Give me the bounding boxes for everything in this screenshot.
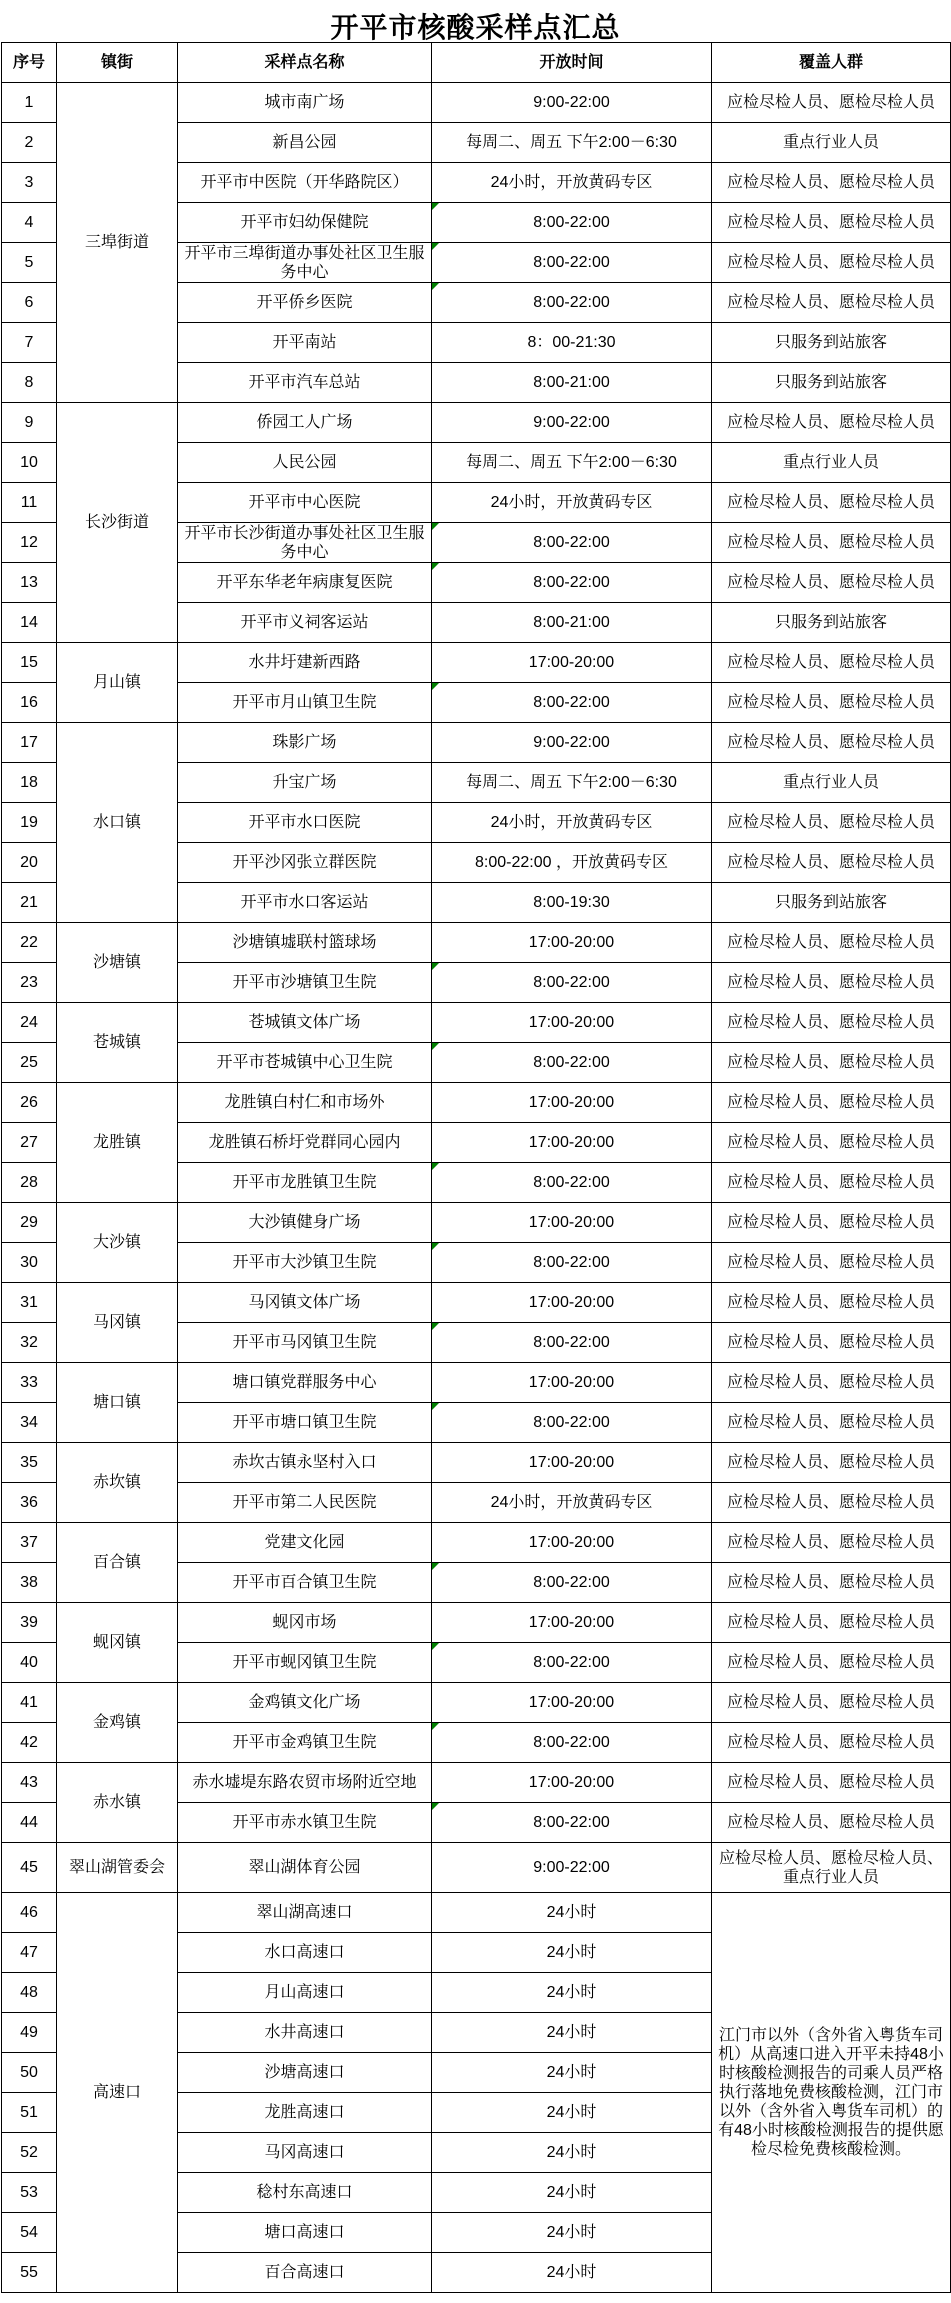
site-name-cell: 龙胜镇石桥圩党群同心园内 xyxy=(178,1123,432,1163)
table-row xyxy=(2,923,951,963)
open-time-cell: 24小时，开放黄码专区 xyxy=(432,803,712,843)
seq-cell: 13 xyxy=(2,563,57,603)
site-name-cell: 翠山湖体育公园 xyxy=(178,1843,432,1893)
open-time-cell: 8:00-22:00 xyxy=(432,1403,712,1443)
coverage-cell: 只服务到站旅客 xyxy=(712,883,951,923)
coverage-cell: 应检尽检人员、愿检尽检人员 xyxy=(712,243,951,283)
open-time-cell: 8:00-22:00 xyxy=(432,1803,712,1843)
open-time-cell: 17:00-20:00 xyxy=(432,1083,712,1123)
table-row xyxy=(2,643,951,683)
site-name-cell: 塘口高速口 xyxy=(178,2213,432,2253)
seq-cell: 31 xyxy=(2,1283,57,1323)
site-name-cell: 龙胜高速口 xyxy=(178,2093,432,2133)
table-row xyxy=(2,1363,951,1403)
site-name-cell: 开平市中心医院 xyxy=(178,483,432,523)
open-time-cell: 17:00-20:00 xyxy=(432,1683,712,1723)
seq-cell: 10 xyxy=(2,443,57,483)
open-time-cell: 24小时，开放黄码专区 xyxy=(432,163,712,203)
coverage-cell: 应检尽检人员、愿检尽检人员 xyxy=(712,483,951,523)
open-time-cell: 8:00-22:00 xyxy=(432,203,712,243)
coverage-cell: 应检尽检人员、愿检尽检人员 xyxy=(712,923,951,963)
page-title: 开平市核酸采样点汇总 xyxy=(330,12,621,43)
coverage-cell: 应检尽检人员、愿检尽检人员 xyxy=(712,403,951,443)
coverage-cell: 应检尽检人员、愿检尽检人员 xyxy=(712,1323,951,1363)
seq-cell: 44 xyxy=(2,1803,57,1843)
coverage-cell: 应检尽检人员、愿检尽检人员 xyxy=(712,563,951,603)
open-time-cell: 8：00-21:30 xyxy=(432,323,712,363)
coverage-cell: 应检尽检人员、愿检尽检人员 xyxy=(712,1443,951,1483)
open-time-cell: 每周二、周五 下午2:00－6:30 xyxy=(432,443,712,483)
open-time-cell: 8:00-22:00 xyxy=(432,963,712,1003)
open-time-cell: 每周二、周五 下午2:00－6:30 xyxy=(432,123,712,163)
town-cell: 金鸡镇 xyxy=(57,1683,178,1763)
seq-cell: 33 xyxy=(2,1363,57,1403)
open-time-cell: 8:00-22:00 xyxy=(432,563,712,603)
coverage-cell: 重点行业人员 xyxy=(712,763,951,803)
town-cell: 三埠街道 xyxy=(57,83,178,403)
coverage-cell: 只服务到站旅客 xyxy=(712,363,951,403)
coverage-cell: 应检尽检人员、愿检尽检人员 xyxy=(712,283,951,323)
coverage-cell: 应检尽检人员、愿检尽检人员 xyxy=(712,1483,951,1523)
coverage-cell: 应检尽检人员、愿检尽检人员 xyxy=(712,1363,951,1403)
seq-cell: 12 xyxy=(2,523,57,563)
coverage-cell: 应检尽检人员、愿检尽检人员 xyxy=(712,803,951,843)
open-time-cell: 8:00-22:00 xyxy=(432,523,712,563)
town-cell: 龙胜镇 xyxy=(57,1083,178,1203)
site-name-cell: 苍城镇文体广场 xyxy=(178,1003,432,1043)
open-time-cell: 8:00-22:00 xyxy=(432,283,712,323)
town-cell: 赤水镇 xyxy=(57,1763,178,1843)
column-header-2: 采样点名称 xyxy=(178,43,432,83)
seq-cell: 24 xyxy=(2,1003,57,1043)
coverage-cell: 应检尽检人员、愿检尽检人员 xyxy=(712,1763,951,1803)
open-time-cell: 8:00-22:00 xyxy=(432,243,712,283)
open-time-cell: 9:00-22:00 xyxy=(432,83,712,123)
green-corner-flag-icon xyxy=(432,1163,439,1170)
green-corner-flag-icon xyxy=(432,1243,439,1250)
coverage-cell: 应检尽检人员、愿检尽检人员 xyxy=(712,1643,951,1683)
open-time-cell: 8:00-22:00 xyxy=(432,1643,712,1683)
coverage-cell: 应检尽检人员、愿检尽检人员 xyxy=(712,1163,951,1203)
seq-cell: 27 xyxy=(2,1123,57,1163)
seq-cell: 4 xyxy=(2,203,57,243)
seq-cell: 54 xyxy=(2,2213,57,2253)
town-cell: 水口镇 xyxy=(57,723,178,923)
seq-cell: 37 xyxy=(2,1523,57,1563)
coverage-cell: 重点行业人员 xyxy=(712,443,951,483)
seq-cell: 50 xyxy=(2,2053,57,2093)
seq-cell: 34 xyxy=(2,1403,57,1443)
site-name-cell: 翠山湖高速口 xyxy=(178,1893,432,1933)
seq-cell: 28 xyxy=(2,1163,57,1203)
site-name-cell: 沙塘镇墟联村篮球场 xyxy=(178,923,432,963)
town-cell: 百合镇 xyxy=(57,1523,178,1603)
seq-cell: 7 xyxy=(2,323,57,363)
town-cell: 苍城镇 xyxy=(57,1003,178,1083)
green-corner-flag-icon xyxy=(432,1803,439,1810)
table-row xyxy=(2,1283,951,1323)
site-name-cell: 城市南广场 xyxy=(178,83,432,123)
seq-cell: 1 xyxy=(2,83,57,123)
open-time-cell: 8:00-22:00 xyxy=(432,1723,712,1763)
coverage-cell: 应检尽检人员、愿检尽检人员 xyxy=(712,1603,951,1643)
table-row xyxy=(2,83,951,123)
table-row xyxy=(2,1763,951,1803)
open-time-cell: 8:00-21:00 xyxy=(432,603,712,643)
site-name-cell: 开平市第二人民医院 xyxy=(178,1483,432,1523)
site-name-cell: 开平市汽车总站 xyxy=(178,363,432,403)
open-time-cell: 17:00-20:00 xyxy=(432,1523,712,1563)
table-row xyxy=(2,1203,951,1243)
site-name-cell: 开平市龙胜镇卫生院 xyxy=(178,1163,432,1203)
seq-cell: 21 xyxy=(2,883,57,923)
open-time-cell: 24小时，开放黄码专区 xyxy=(432,1483,712,1523)
header-row xyxy=(2,43,951,83)
open-time-cell: 24小时 xyxy=(432,2133,712,2173)
column-header-4: 覆盖人群 xyxy=(712,43,951,83)
site-name-cell: 塘口镇党群服务中心 xyxy=(178,1363,432,1403)
site-name-cell: 开平市月山镇卫生院 xyxy=(178,683,432,723)
seq-cell: 46 xyxy=(2,1893,57,1933)
seq-cell: 18 xyxy=(2,763,57,803)
open-time-cell: 9:00-22:00 xyxy=(432,403,712,443)
site-name-cell: 金鸡镇文化广场 xyxy=(178,1683,432,1723)
open-time-cell: 8:00-22:00 xyxy=(432,1163,712,1203)
open-time-cell: 8:00-22:00 xyxy=(432,1323,712,1363)
seq-cell: 43 xyxy=(2,1763,57,1803)
site-name-cell: 百合高速口 xyxy=(178,2253,432,2293)
town-cell: 长沙街道 xyxy=(57,403,178,643)
site-name-cell: 开平市三埠街道办事处社区卫生服务中心 xyxy=(178,243,432,283)
open-time-cell: 17:00-20:00 xyxy=(432,1123,712,1163)
open-time-cell: 24小时 xyxy=(432,2173,712,2213)
site-name-cell: 开平东华老年病康复医院 xyxy=(178,563,432,603)
coverage-cell: 应检尽检人员、愿检尽检人员 xyxy=(712,683,951,723)
open-time-cell: 24小时，开放黄码专区 xyxy=(432,483,712,523)
seq-cell: 35 xyxy=(2,1443,57,1483)
site-name-cell: 水井高速口 xyxy=(178,2013,432,2053)
site-name-cell: 人民公园 xyxy=(178,443,432,483)
site-name-cell: 开平市苍城镇中心卫生院 xyxy=(178,1043,432,1083)
coverage-cell: 应检尽检人员、愿检尽检人员 xyxy=(712,1283,951,1323)
site-name-cell: 开平市长沙街道办事处社区卫生服务中心 xyxy=(178,523,432,563)
seq-cell: 52 xyxy=(2,2133,57,2173)
coverage-cell: 应检尽检人员、愿检尽检人员 xyxy=(712,1123,951,1163)
coverage-cell: 应检尽检人员、愿检尽检人员 xyxy=(712,1563,951,1603)
table-row xyxy=(2,1603,951,1643)
seq-cell: 15 xyxy=(2,643,57,683)
coverage-cell: 应检尽检人员、愿检尽检人员 xyxy=(712,1803,951,1843)
seq-cell: 23 xyxy=(2,963,57,1003)
green-corner-flag-icon xyxy=(432,683,439,690)
open-time-cell: 8:00-22:00 xyxy=(432,683,712,723)
open-time-cell: 每周二、周五 下午2:00－6:30 xyxy=(432,763,712,803)
open-time-cell: 24小时 xyxy=(432,2213,712,2253)
seq-cell: 51 xyxy=(2,2093,57,2133)
site-name-cell: 开平市大沙镇卫生院 xyxy=(178,1243,432,1283)
sampling-points-table xyxy=(1,42,951,2293)
coverage-cell: 应检尽检人员、愿检尽检人员 xyxy=(712,1083,951,1123)
coverage-cell: 应检尽检人员、愿检尽检人员 xyxy=(712,1403,951,1443)
open-time-cell: 17:00-20:00 xyxy=(432,1283,712,1323)
site-name-cell: 开平市水口医院 xyxy=(178,803,432,843)
town-cell: 蚬冈镇 xyxy=(57,1603,178,1683)
site-name-cell: 开平沙冈张立群医院 xyxy=(178,843,432,883)
coverage-cell: 应检尽检人员、愿检尽检人员 xyxy=(712,1003,951,1043)
green-corner-flag-icon xyxy=(432,1723,439,1730)
column-header-1: 镇街 xyxy=(57,43,178,83)
coverage-cell: 应检尽检人员、愿检尽检人员 xyxy=(712,1523,951,1563)
open-time-cell: 17:00-20:00 xyxy=(432,1603,712,1643)
coverage-cell: 应检尽检人员、愿检尽检人员 xyxy=(712,723,951,763)
seq-cell: 53 xyxy=(2,2173,57,2213)
seq-cell: 47 xyxy=(2,1933,57,1973)
open-time-cell: 24小时 xyxy=(432,2093,712,2133)
site-name-cell: 侨园工人广场 xyxy=(178,403,432,443)
green-corner-flag-icon xyxy=(432,243,439,250)
seq-cell: 45 xyxy=(2,1843,57,1893)
coverage-cell: 应检尽检人员、愿检尽检人员 xyxy=(712,203,951,243)
table-row xyxy=(2,403,951,443)
open-time-cell: 17:00-20:00 xyxy=(432,1203,712,1243)
site-name-cell: 开平市沙塘镇卫生院 xyxy=(178,963,432,1003)
seq-cell: 3 xyxy=(2,163,57,203)
coverage-cell: 应检尽检人员、愿检尽检人员 xyxy=(712,163,951,203)
site-name-cell: 水井圩建新西路 xyxy=(178,643,432,683)
site-name-cell: 开平市水口客运站 xyxy=(178,883,432,923)
coverage-cell: 应检尽检人员、愿检尽检人员 xyxy=(712,843,951,883)
site-name-cell: 开平市金鸡镇卫生院 xyxy=(178,1723,432,1763)
site-name-cell: 开平市中医院（开华路院区） xyxy=(178,163,432,203)
open-time-cell: 8:00-22:00 xyxy=(432,1563,712,1603)
site-name-cell: 开平市塘口镇卫生院 xyxy=(178,1403,432,1443)
green-corner-flag-icon xyxy=(432,963,439,970)
coverage-cell: 应检尽检人员、愿检尽检人员、重点行业人员 xyxy=(712,1843,951,1893)
town-cell: 高速口 xyxy=(57,1893,178,2293)
site-name-cell: 赤坎古镇永坚村入口 xyxy=(178,1443,432,1483)
coverage-cell: 应检尽检人员、愿检尽检人员 xyxy=(712,1683,951,1723)
coverage-cell: 重点行业人员 xyxy=(712,123,951,163)
green-corner-flag-icon xyxy=(432,1043,439,1050)
seq-cell: 11 xyxy=(2,483,57,523)
seq-cell: 32 xyxy=(2,1323,57,1363)
town-cell: 翠山湖管委会 xyxy=(57,1843,178,1893)
open-time-cell: 24小时 xyxy=(432,1933,712,1973)
site-name-cell: 开平市义祠客运站 xyxy=(178,603,432,643)
seq-cell: 17 xyxy=(2,723,57,763)
town-cell: 沙塘镇 xyxy=(57,923,178,1003)
open-time-cell: 24小时 xyxy=(432,1973,712,2013)
site-name-cell: 沙塘高速口 xyxy=(178,2053,432,2093)
open-time-cell: 8:00-19:30 xyxy=(432,883,712,923)
seq-cell: 8 xyxy=(2,363,57,403)
seq-cell: 41 xyxy=(2,1683,57,1723)
open-time-cell: 8:00-22:00 ，开放黄码专区 xyxy=(432,843,712,883)
green-corner-flag-icon xyxy=(432,1403,439,1410)
site-name-cell: 水口高速口 xyxy=(178,1933,432,1973)
seq-cell: 30 xyxy=(2,1243,57,1283)
seq-cell: 5 xyxy=(2,243,57,283)
seq-cell: 29 xyxy=(2,1203,57,1243)
town-cell: 赤坎镇 xyxy=(57,1443,178,1523)
site-name-cell: 新昌公园 xyxy=(178,123,432,163)
town-cell: 塘口镇 xyxy=(57,1363,178,1443)
open-time-cell: 24小时 xyxy=(432,1893,712,1933)
site-name-cell: 龙胜镇白村仁和市场外 xyxy=(178,1083,432,1123)
site-name-cell: 马冈高速口 xyxy=(178,2133,432,2173)
table-body xyxy=(2,83,951,2293)
seq-cell: 20 xyxy=(2,843,57,883)
seq-cell: 36 xyxy=(2,1483,57,1523)
site-name-cell: 稔村东高速口 xyxy=(178,2173,432,2213)
site-name-cell: 开平南站 xyxy=(178,323,432,363)
site-name-cell: 开平市百合镇卫生院 xyxy=(178,1563,432,1603)
coverage-cell: 应检尽检人员、愿检尽检人员 xyxy=(712,523,951,563)
column-header-3: 开放时间 xyxy=(432,43,712,83)
open-time-cell: 8:00-22:00 xyxy=(432,1243,712,1283)
site-name-cell: 开平市马冈镇卫生院 xyxy=(178,1323,432,1363)
seq-cell: 25 xyxy=(2,1043,57,1083)
coverage-cell: 应检尽检人员、愿检尽检人员 xyxy=(712,1203,951,1243)
coverage-cell: 应检尽检人员、愿检尽检人员 xyxy=(712,1043,951,1083)
site-name-cell: 马冈镇文体广场 xyxy=(178,1283,432,1323)
seq-cell: 6 xyxy=(2,283,57,323)
table-row xyxy=(2,1523,951,1563)
open-time-cell: 9:00-22:00 xyxy=(432,1843,712,1893)
seq-cell: 42 xyxy=(2,1723,57,1763)
seq-cell: 16 xyxy=(2,683,57,723)
seq-cell: 40 xyxy=(2,1643,57,1683)
site-name-cell: 蚬冈市场 xyxy=(178,1603,432,1643)
seq-cell: 9 xyxy=(2,403,57,443)
coverage-cell: 应检尽检人员、愿检尽检人员 xyxy=(712,83,951,123)
site-name-cell: 月山高速口 xyxy=(178,1973,432,2013)
green-corner-flag-icon xyxy=(432,203,439,210)
seq-cell: 14 xyxy=(2,603,57,643)
open-time-cell: 17:00-20:00 xyxy=(432,923,712,963)
green-corner-flag-icon xyxy=(432,1563,439,1570)
open-time-cell: 9:00-22:00 xyxy=(432,723,712,763)
green-corner-flag-icon xyxy=(432,1323,439,1330)
seq-cell: 49 xyxy=(2,2013,57,2053)
seq-cell: 38 xyxy=(2,1563,57,1603)
open-time-cell: 24小时 xyxy=(432,2013,712,2053)
green-corner-flag-icon xyxy=(432,1643,439,1650)
open-time-cell: 24小时 xyxy=(432,2253,712,2293)
open-time-cell: 17:00-20:00 xyxy=(432,1363,712,1403)
site-name-cell: 开平市妇幼保健院 xyxy=(178,203,432,243)
site-name-cell: 党建文化园 xyxy=(178,1523,432,1563)
site-name-cell: 开平侨乡医院 xyxy=(178,283,432,323)
table-row xyxy=(2,723,951,763)
open-time-cell: 17:00-20:00 xyxy=(432,1443,712,1483)
open-time-cell: 17:00-20:00 xyxy=(432,643,712,683)
table-row xyxy=(2,1893,951,1933)
site-name-cell: 开平市赤水镇卫生院 xyxy=(178,1803,432,1843)
town-cell: 大沙镇 xyxy=(57,1203,178,1283)
table-row xyxy=(2,1683,951,1723)
green-corner-flag-icon xyxy=(432,563,439,570)
seq-cell: 39 xyxy=(2,1603,57,1643)
town-cell: 月山镇 xyxy=(57,643,178,723)
open-time-cell: 17:00-20:00 xyxy=(432,1763,712,1803)
seq-cell: 26 xyxy=(2,1083,57,1123)
seq-cell: 2 xyxy=(2,123,57,163)
seq-cell: 19 xyxy=(2,803,57,843)
coverage-cell: 只服务到站旅客 xyxy=(712,603,951,643)
coverage-note-cell: 江门市以外（含外省入粤货车司机）从高速口进入开平未持48小时核酸检测报告的司乘人员严格执行落地免费核酸检测，江门市以外（含外省入粤货车司机）的有48小时核酸检测报告的提供愿检尽检免费核酸检测。 xyxy=(712,1893,951,2293)
table-row xyxy=(2,1083,951,1123)
coverage-cell: 应检尽检人员、愿检尽检人员 xyxy=(712,1723,951,1763)
table-row xyxy=(2,1443,951,1483)
open-time-cell: 24小时 xyxy=(432,2053,712,2093)
seq-cell: 48 xyxy=(2,1973,57,2013)
site-name-cell: 开平市蚬冈镇卫生院 xyxy=(178,1643,432,1683)
coverage-cell: 只服务到站旅客 xyxy=(712,323,951,363)
seq-cell: 55 xyxy=(2,2253,57,2293)
table-row xyxy=(2,1843,951,1893)
coverage-cell: 应检尽检人员、愿检尽检人员 xyxy=(712,1243,951,1283)
site-name-cell: 大沙镇健身广场 xyxy=(178,1203,432,1243)
green-corner-flag-icon xyxy=(432,523,439,530)
green-corner-flag-icon xyxy=(432,283,439,290)
open-time-cell: 17:00-20:00 xyxy=(432,1003,712,1043)
open-time-cell: 8:00-22:00 xyxy=(432,1043,712,1083)
table-row xyxy=(2,1003,951,1043)
town-cell: 马冈镇 xyxy=(57,1283,178,1363)
coverage-cell: 应检尽检人员、愿检尽检人员 xyxy=(712,963,951,1003)
seq-cell: 22 xyxy=(2,923,57,963)
coverage-cell: 应检尽检人员、愿检尽检人员 xyxy=(712,643,951,683)
site-name-cell: 升宝广场 xyxy=(178,763,432,803)
site-name-cell: 赤水墟堤东路农贸市场附近空地 xyxy=(178,1763,432,1803)
open-time-cell: 8:00-21:00 xyxy=(432,363,712,403)
site-name-cell: 珠影广场 xyxy=(178,723,432,763)
column-header-0: 序号 xyxy=(2,43,57,83)
